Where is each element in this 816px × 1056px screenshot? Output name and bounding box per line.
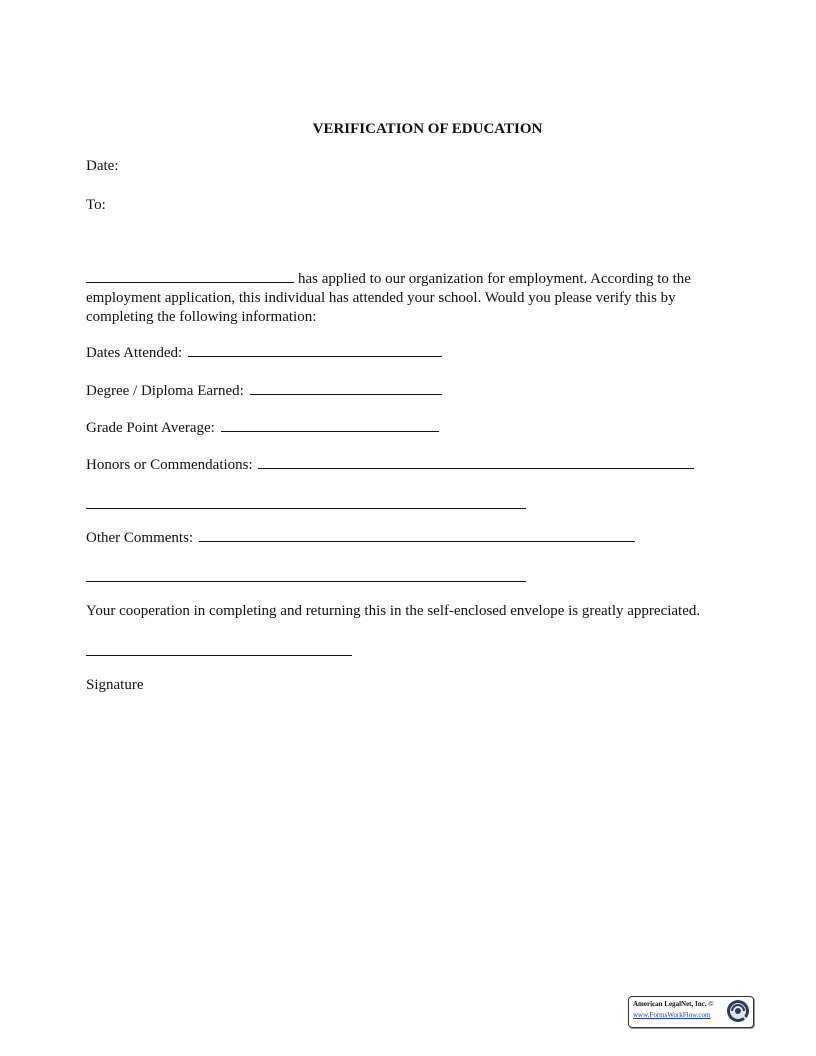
other-comments-blank[interactable] — [199, 527, 635, 542]
honors-blank[interactable] — [258, 454, 694, 469]
dates-attended-row — [86, 342, 442, 363]
dates-attended-blank[interactable] — [188, 342, 442, 357]
honors-row — [86, 454, 694, 475]
gpa-row — [86, 417, 439, 438]
footer-website-link[interactable]: www.FormsWorkFlow.com — [633, 1011, 711, 1019]
footer-badge[interactable] — [628, 996, 754, 1028]
dates-attended-label: Dates Attended: — [86, 345, 183, 361]
gpa-label: Grade Point Average: — [86, 420, 215, 436]
signature-line[interactable] — [86, 655, 352, 656]
honors-label: Honors or Commendations: — [86, 457, 253, 473]
degree-blank[interactable] — [250, 380, 442, 395]
other-comments-row — [86, 527, 635, 548]
degree-label: Degree / Diploma Earned: — [86, 383, 244, 399]
gpa-blank[interactable] — [221, 417, 439, 432]
signature-label: Signature — [86, 677, 144, 693]
other-comments-label: Other Comments: — [86, 530, 194, 546]
intro-text: has applied to our organization for employment. According to the employment application, this individual has attended your school. Would you please verify this by completing the following information: — [86, 271, 691, 325]
degree-row — [86, 380, 442, 401]
document-title: VERIFICATION OF EDUCATION — [312, 121, 543, 137]
honors-continuation-line[interactable] — [86, 508, 526, 509]
closing-text: Your cooperation in completing and returning this in the self-enclosed envelope is greatly appreciated. — [86, 603, 701, 619]
applicant-name-blank[interactable] — [86, 268, 294, 283]
date-label: Date: — [86, 158, 119, 174]
globe-logo-icon — [726, 999, 750, 1023]
comments-continuation-line[interactable] — [86, 581, 526, 582]
footer-company: American LegalNet, Inc. © — [633, 1000, 714, 1008]
intro-paragraph — [86, 268, 746, 327]
to-label: To: — [86, 197, 106, 213]
